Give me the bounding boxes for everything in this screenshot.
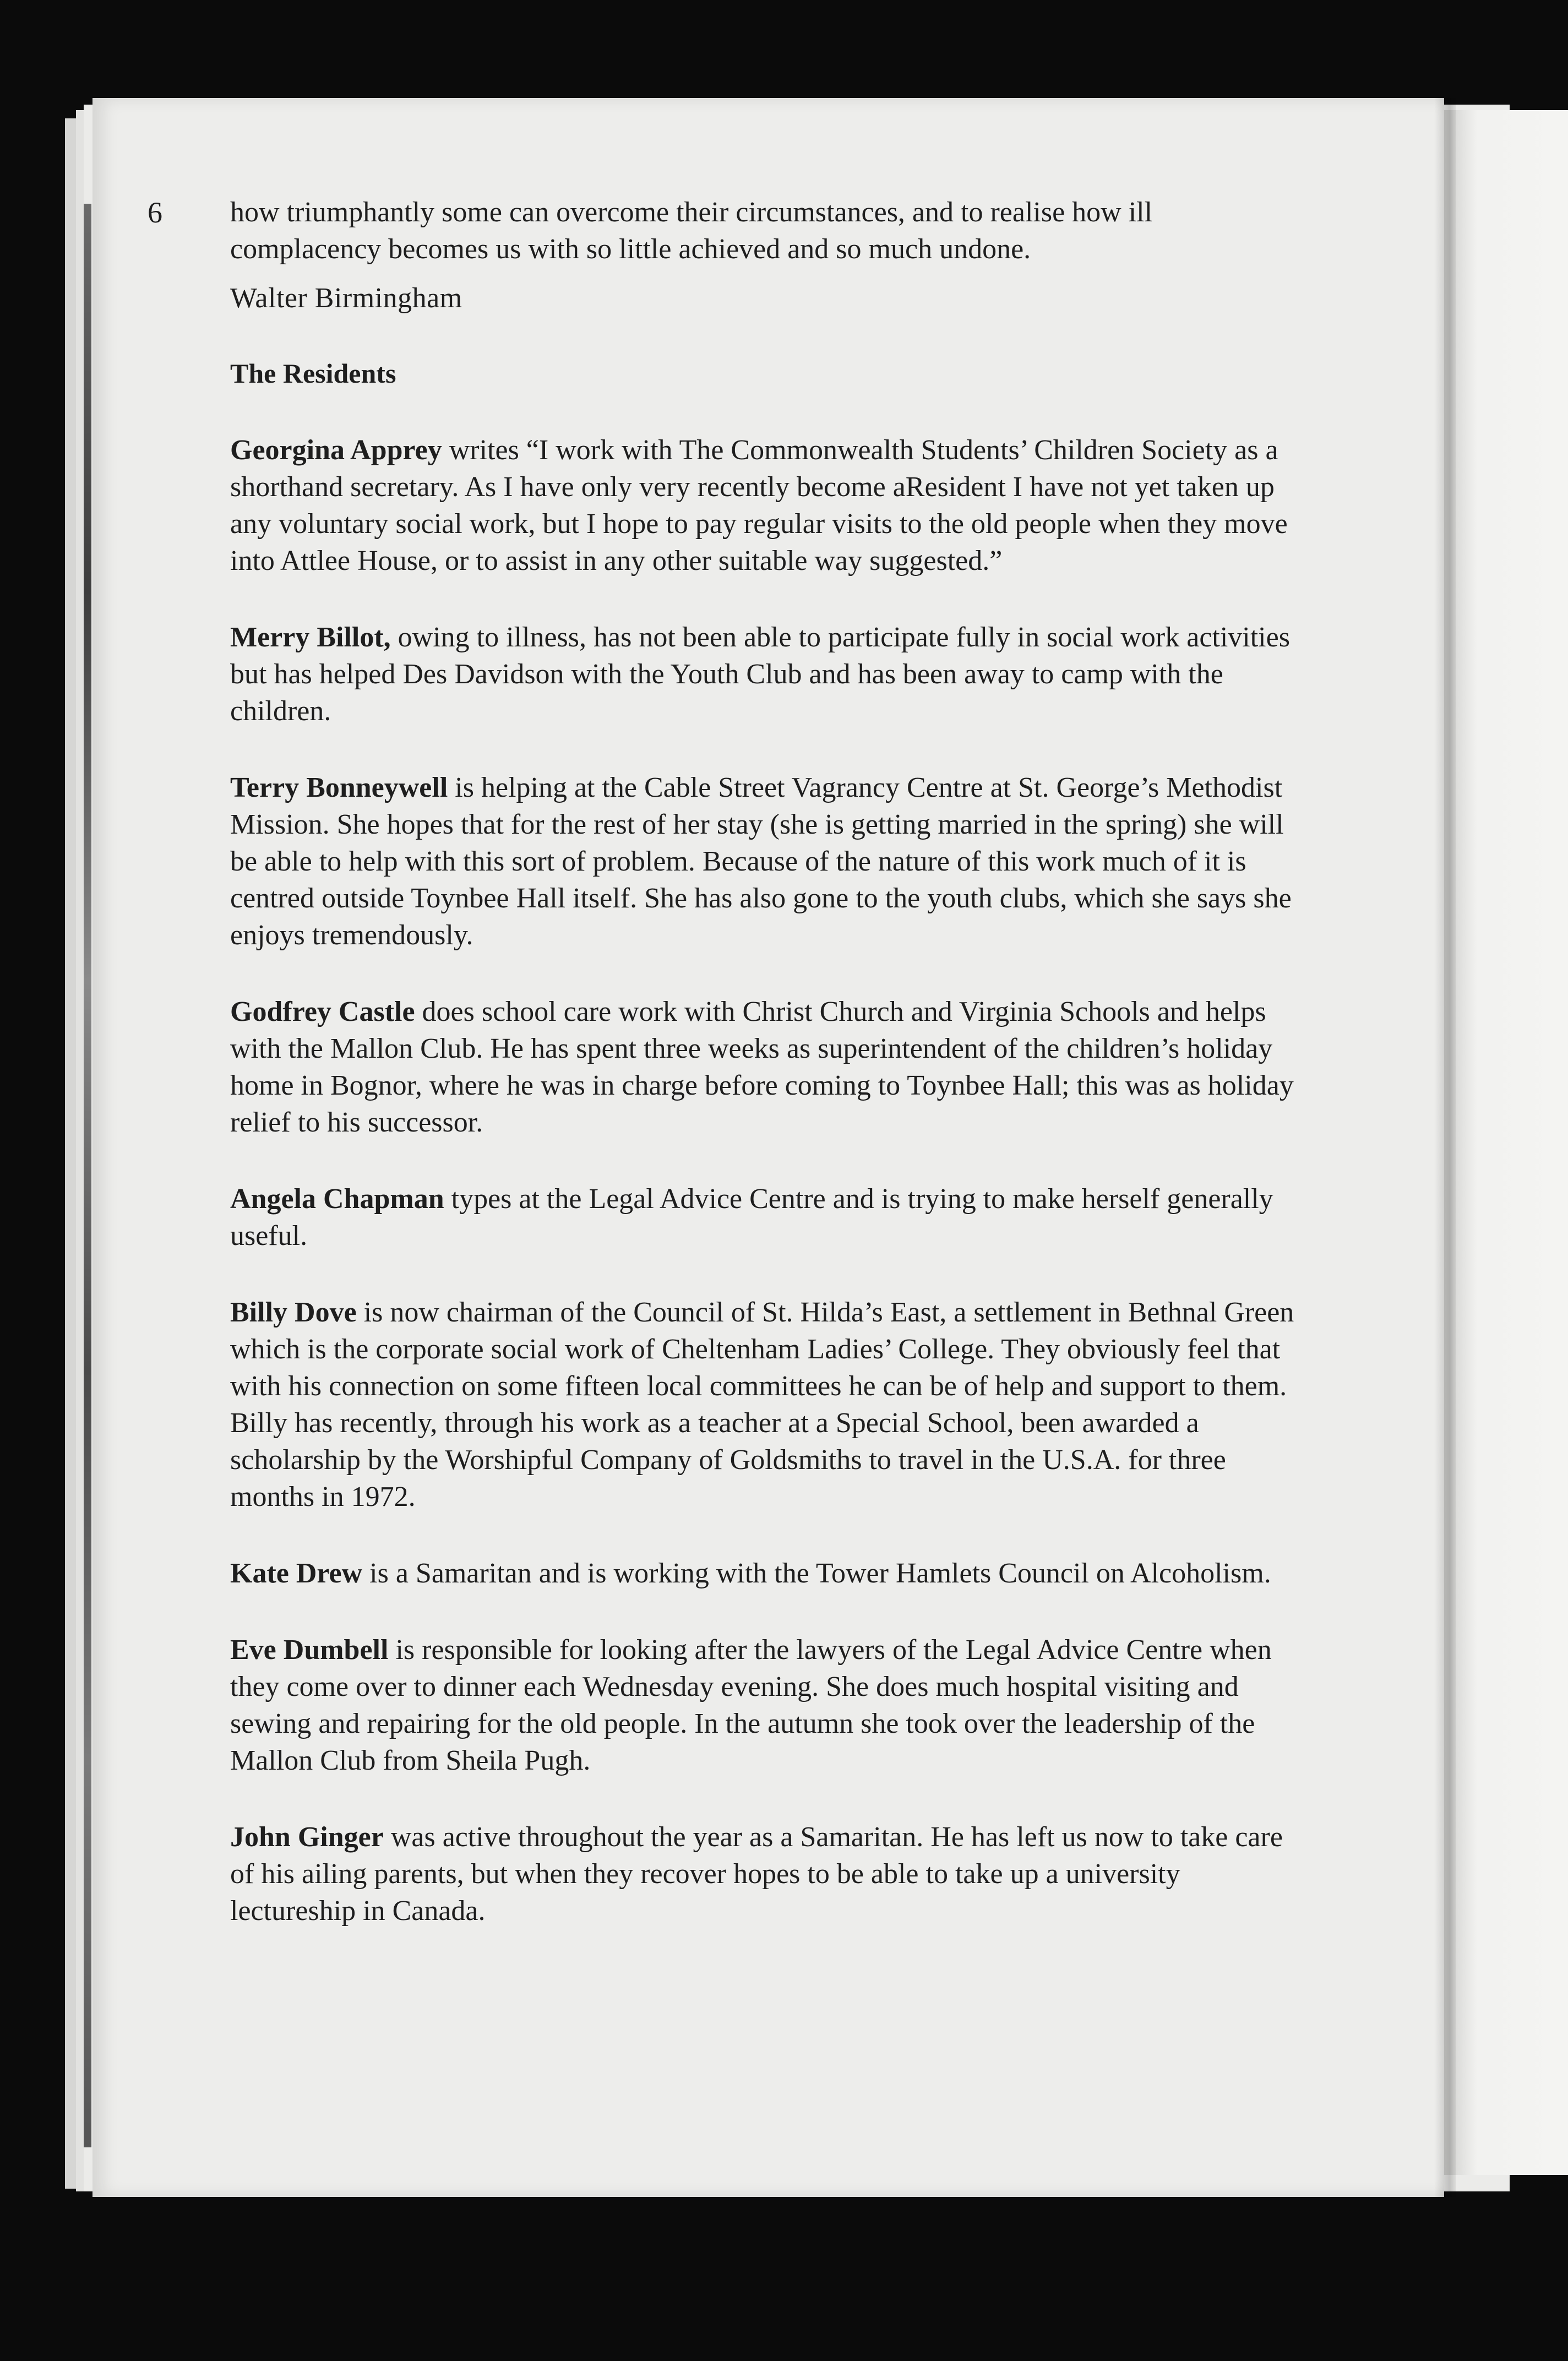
page-number: 6 bbox=[148, 196, 162, 229]
resident-description: writes “I work with The Commonwealth Students’ Children Society as a shorthand secretary. As I have only very recently become aResident I have not yet taken up any voluntary social work, but I hope to pay regular visits to the old people when they move into Attlee House, or to assist in any other suitable way suggested.” bbox=[230, 434, 1288, 576]
resident-description: does school care work with Christ Church and Virginia Schools and helps with the Mallon Club. He has spent three weeks as superintendent of the children’s holiday home in Bognor, where he was in charge before coming to Toynbee Hall; this was as holiday relief to his successor. bbox=[230, 996, 1294, 1138]
resident-name: Georgina Apprey bbox=[230, 434, 442, 466]
resident-name: John Ginger bbox=[230, 1821, 384, 1853]
text-column bbox=[230, 194, 1309, 1969]
book-binding bbox=[84, 204, 91, 2147]
resident-description: owing to illness, has not been able to participate fully in social work activities but has helped Des Davidson with the Youth Club and has been away to camp with the children. bbox=[230, 622, 1290, 727]
section-heading: The Residents bbox=[230, 358, 396, 389]
resident-name: Eve Dumbell bbox=[230, 1634, 389, 1666]
resident-description: types at the Legal Advice Centre and is trying to make herself generally useful. bbox=[230, 1183, 1273, 1252]
page-gutter-shadow bbox=[1434, 98, 1456, 2197]
resident-entry bbox=[230, 432, 1309, 579]
facing-page bbox=[1444, 110, 1568, 2175]
resident-entry bbox=[230, 1180, 1309, 1254]
resident-name: Billy Dove bbox=[230, 1297, 357, 1328]
author-signature: Walter Birmingham bbox=[230, 282, 462, 314]
resident-description: was active throughout the year as a Samaritan. He has left us now to take care of his ailing parents, but when they recover hopes to be able to take up a university lectureship in Canada. bbox=[230, 1821, 1283, 1927]
resident-description: is now chairman of the Council of St. Hilda’s East, a settlement in Bethnal Green which is the corporate social work of Cheltenham Ladies’ College. They obviously feel that with his connection on some fifteen local committees he can be of help and support to them. Billy has recently, through his work as a teacher at a Special School, been awarded a scholarship by the Worshipful Company of Goldsmiths to travel in the U.S.A. for three months in 1972. bbox=[230, 1297, 1294, 1513]
resident-entry bbox=[230, 1819, 1309, 1929]
intro-paragraph: how triumphantly some can overcome their circumstances, and to realise how ill complacency becomes us with so little achieved and so much undone. bbox=[230, 197, 1153, 265]
resident-name: Kate Drew bbox=[230, 1558, 363, 1589]
resident-entry bbox=[230, 619, 1309, 730]
resident-name: Godfrey Castle bbox=[230, 996, 415, 1027]
resident-description: is responsible for looking after the lawyers of the Legal Advice Centre when they come over to dinner each Wednesday evening. She does much hospital visiting and sewing and repairing for the old people. In the autumn she took over the leadership of the Mallon Club from Sheila Pugh. bbox=[230, 1634, 1272, 1776]
resident-name: Angela Chapman bbox=[230, 1183, 444, 1215]
resident-entry bbox=[230, 769, 1309, 954]
resident-description: is helping at the Cable Street Vagrancy Centre at St. George’s Methodist Mission. She hopes that for the rest of her stay (she is getting married in the spring) she will be able to help with this sort of problem. Because of the nature of this work much of it is centred outside Toynbee Hall itself. She has also gone to the youth clubs, which she says she enjoys tremendously. bbox=[230, 772, 1292, 951]
resident-entry bbox=[230, 1294, 1309, 1515]
resident-entry bbox=[230, 993, 1309, 1141]
resident-entry bbox=[230, 1555, 1309, 1592]
resident-entry bbox=[230, 1631, 1309, 1779]
resident-name: Merry Billot, bbox=[230, 622, 391, 653]
resident-description: is a Samaritan and is working with the Tower Hamlets Council on Alcoholism. bbox=[362, 1558, 1271, 1589]
resident-name: Terry Bonneywell bbox=[230, 772, 448, 803]
